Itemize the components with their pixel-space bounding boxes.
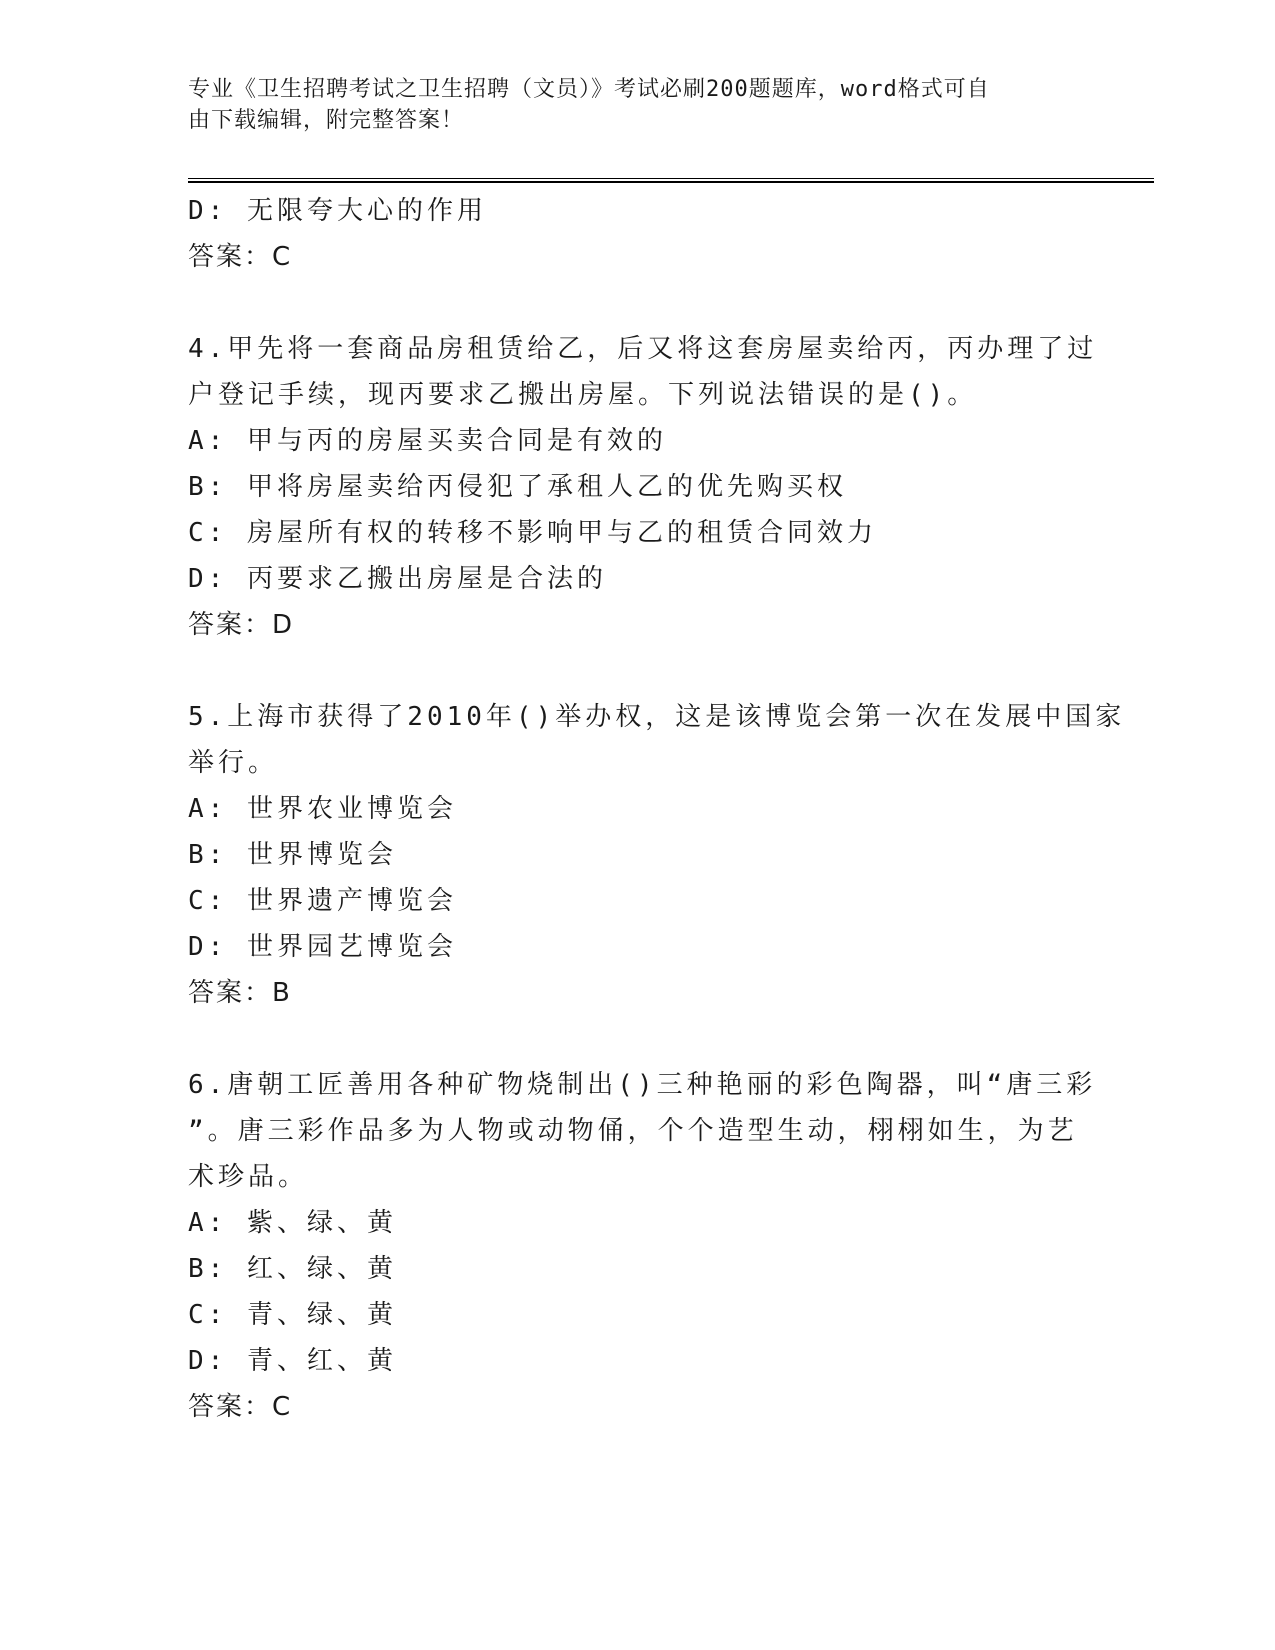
question-stem-line: 术珍品。 xyxy=(188,1162,309,1192)
question-stem-line: 4.甲先将一套商品房租赁给乙，后又将这套房屋卖给丙，丙办理了过 xyxy=(188,334,1098,364)
previous-question-tail xyxy=(188,188,1088,280)
option-d: D: 无限夸大心的作用 xyxy=(188,196,487,226)
question-stem-line: 户登记手续，现丙要求乙搬出房屋。下列说法错误的是()。 xyxy=(188,380,978,410)
document-header xyxy=(188,74,1068,136)
header-divider xyxy=(188,178,1154,183)
question-4 xyxy=(188,326,1098,648)
option-a: A: 紫、绿、黄 xyxy=(188,1208,397,1238)
question-stem-line: 5.上海市获得了2010年()举办权，这是该博览会第一次在发展中国家 xyxy=(188,702,1126,732)
option-a: A: 甲与丙的房屋买卖合同是有效的 xyxy=(188,426,667,456)
answer-line: 答案：C xyxy=(188,242,293,272)
header-line-2: 由下载编辑，附完整答案！ xyxy=(188,108,465,133)
question-5 xyxy=(188,694,1126,1016)
option-d: D: 青、红、黄 xyxy=(188,1346,397,1376)
option-b: B: 红、绿、黄 xyxy=(188,1254,397,1284)
option-d: D: 世界园艺博览会 xyxy=(188,932,457,962)
option-b: B: 世界博览会 xyxy=(188,840,397,870)
document-body xyxy=(188,188,1126,1430)
question-6 xyxy=(188,1062,1097,1430)
option-c: C: 房屋所有权的转移不影响甲与乙的租赁合同效力 xyxy=(188,518,877,548)
answer-line: 答案：B xyxy=(188,978,292,1008)
question-stem-line: ”。唐三彩作品多为人物或动物俑，个个造型生动，栩栩如生，为艺 xyxy=(188,1116,1078,1146)
header-line-1: 专业《卫生招聘考试之卫生招聘（文员）》考试必刷200题题库，word格式可自 xyxy=(188,77,990,102)
spacer xyxy=(188,280,1088,326)
option-c: C: 青、绿、黄 xyxy=(188,1300,397,1330)
option-d: D: 丙要求乙搬出房屋是合法的 xyxy=(188,564,607,594)
spacer xyxy=(188,1016,1088,1062)
question-stem-line: 6.唐朝工匠善用各种矿物烧制出()三种艳丽的彩色陶器，叫“唐三彩 xyxy=(188,1070,1097,1100)
answer-line: 答案：C xyxy=(188,1392,293,1422)
option-a: A: 世界农业博览会 xyxy=(188,794,457,824)
option-b: B: 甲将房屋卖给丙侵犯了承租人乙的优先购买权 xyxy=(188,472,847,502)
option-c: C: 世界遗产博览会 xyxy=(188,886,457,916)
question-stem-line: 举行。 xyxy=(188,748,279,778)
answer-line: 答案：D xyxy=(188,610,295,640)
spacer xyxy=(188,648,1088,694)
